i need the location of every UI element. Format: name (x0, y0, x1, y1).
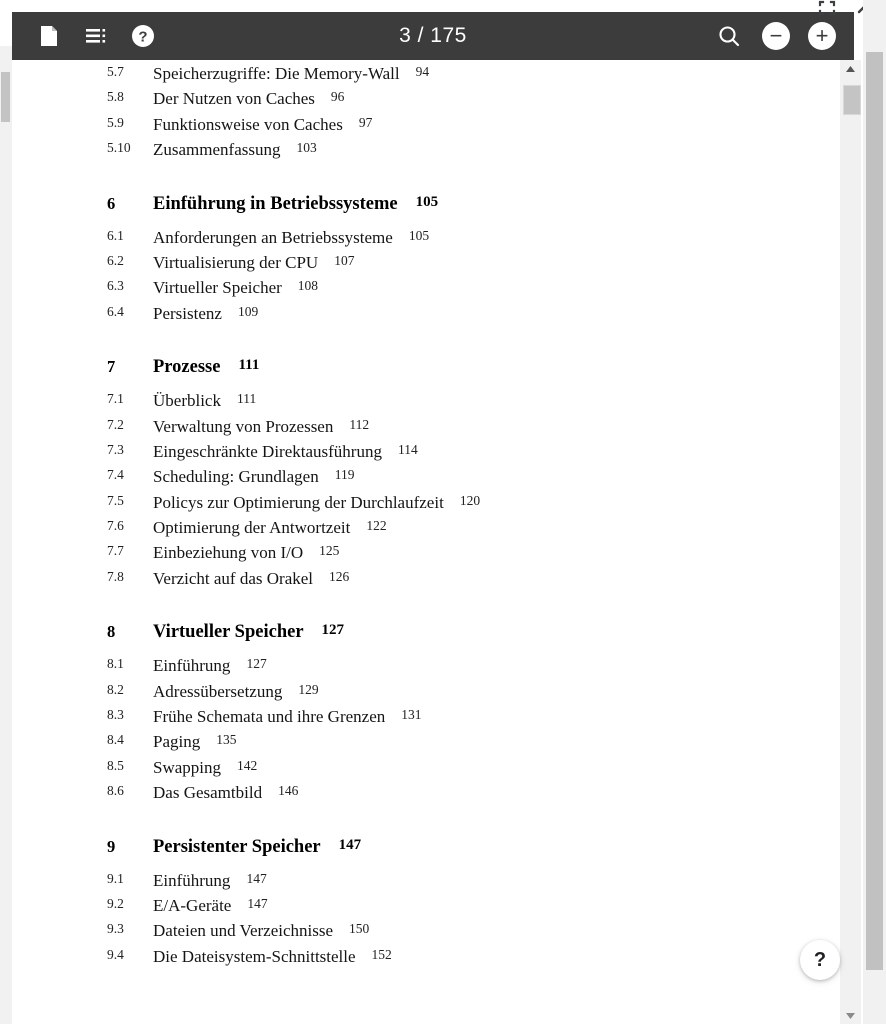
toc-section-entry[interactable] (107, 140, 840, 165)
toc-section-title: Paging (153, 732, 201, 752)
toc-chapter-entry[interactable] (107, 194, 840, 228)
toc-section-title: Frühe Schemata und ihre Grenzen (153, 707, 386, 727)
toc-section-number: 6.4 (107, 303, 124, 319)
toc-section-title: Das Gesamtbild (153, 783, 263, 803)
toc-section-title: Überblick (153, 391, 221, 411)
outline-icon[interactable] (81, 21, 111, 51)
toc-chapter-title: Persistenter Speicher (153, 836, 321, 857)
toc-section-entry[interactable] (107, 278, 840, 303)
toc-section-number: 9.1 (107, 870, 124, 886)
toc-section-number: 7.6 (107, 518, 124, 534)
toc-section-number: 5.10 (107, 140, 131, 156)
toc-section-title: Policys zur Optimierung der Durchlaufzeit (153, 492, 444, 512)
toc-section-title: Dateien und Verzeichnisse (153, 921, 334, 941)
toc-section-entry[interactable] (107, 707, 840, 732)
toc-block-gap (107, 594, 840, 622)
toc-section-number: 8.3 (107, 707, 124, 723)
toc-section-page: 131 (401, 707, 422, 723)
scroll-down-arrow-icon[interactable] (840, 1007, 861, 1024)
toc-section-number: 9.4 (107, 946, 124, 962)
toc-chapter-page: 111 (238, 357, 260, 374)
toc-section-entry[interactable] (107, 442, 840, 467)
toc-block-gap (107, 329, 840, 357)
toc-section-page: 111 (236, 391, 257, 407)
toc-section-page: 109 (237, 303, 259, 319)
toc-chapter-block (107, 622, 840, 808)
toc-section-title: Verzicht auf das Orakel (153, 568, 314, 588)
toc-section-page: 147 (246, 870, 267, 886)
toc-section-number: 7.3 (107, 441, 124, 457)
toolbar-left-group (12, 21, 158, 51)
toc-section-title: E/A-Geräte (153, 895, 232, 915)
toc-section-title: Zusammenfassung (153, 140, 281, 160)
toc-section-entry[interactable] (107, 228, 840, 253)
toc-chapter-entry[interactable] (107, 357, 840, 391)
toc-section-page: 147 (247, 895, 268, 911)
toc-chapter-page: 105 (415, 193, 439, 210)
toc-section-number: 5.7 (107, 64, 124, 79)
toc-chapter-title: Einführung in Betriebssysteme (153, 193, 398, 214)
left-gutter-scrollbar-thumb[interactable] (1, 72, 10, 122)
toc-section-entry[interactable] (107, 391, 840, 416)
zoom-out-button[interactable]: − (762, 22, 790, 50)
toc-section-entry[interactable] (107, 493, 840, 518)
toc-chapter-entry[interactable] (107, 622, 840, 656)
toc-section-page: 152 (371, 946, 392, 962)
toc-section-page: 146 (278, 783, 299, 799)
toc-chapter-title: Prozesse (153, 357, 221, 378)
viewer-scrollbar-thumb[interactable] (843, 85, 861, 115)
toc-block-gap (107, 166, 840, 194)
toc-section-number: 7.7 (107, 543, 124, 559)
toc-section-number: 7.4 (107, 467, 124, 483)
toc-section-title: Funktionsweise von Caches (153, 114, 343, 134)
toc-section-number: 7.1 (107, 391, 124, 407)
toc-section-title: Persistenz (153, 303, 222, 323)
toc-section-page: 122 (366, 518, 387, 534)
toc-section-entry[interactable] (107, 921, 840, 946)
toc-section-title: Anforderungen an Betriebssysteme (153, 227, 393, 247)
toc-section-entry[interactable] (107, 732, 840, 757)
pdf-viewer-toolbar (12, 12, 854, 60)
toc-section-entry[interactable] (107, 783, 840, 808)
toc-section-page: 125 (319, 543, 340, 559)
toc-section-number: 7.2 (107, 416, 124, 432)
toc-section-entry[interactable] (107, 947, 840, 972)
toc-section-title: Adressübersetzung (153, 681, 283, 701)
toc-section-entry[interactable] (107, 682, 840, 707)
toc-section-entry[interactable] (107, 417, 840, 442)
toc-section-number: 9.3 (107, 921, 124, 937)
search-icon[interactable] (714, 21, 744, 51)
toc-section-entry[interactable] (107, 89, 840, 114)
toc-section-page: 142 (237, 757, 258, 773)
toc-section-number: 6.2 (107, 252, 124, 268)
toc-section-page: 103 (296, 140, 317, 156)
toc-section-page: 129 (298, 681, 319, 697)
help-icon[interactable] (128, 21, 158, 51)
toc-section-page: 114 (397, 441, 418, 457)
toc-section-page: 126 (329, 568, 350, 584)
toc-chapter-number: 9 (107, 836, 116, 856)
pdf-page (12, 60, 840, 972)
toc-section-title: Verwaltung von Prozessen (153, 416, 334, 436)
toc-section-number: 5.8 (107, 89, 124, 105)
toc-section-entry[interactable] (107, 253, 840, 278)
toc-chapter-number: 8 (107, 622, 116, 642)
toc-section-page: 112 (349, 416, 370, 432)
toc-section-page: 97 (358, 114, 373, 130)
toc-section-title: Swapping (153, 757, 221, 777)
toc-section-title: Speicherzugriffe: Die Memory-Wall (153, 64, 400, 83)
zoom-in-button[interactable]: + (808, 22, 836, 50)
toc-section-title: Der Nutzen von Caches (153, 89, 315, 109)
toc-section-number: 6.1 (107, 227, 124, 243)
toc-section-number: 6.3 (107, 278, 124, 294)
toc-section-title: Optimierung der Antwortzeit (153, 518, 351, 538)
browser-scrollbar[interactable] (863, 0, 886, 1024)
help-fab-button[interactable]: ? (800, 940, 840, 980)
toc-section-page: 107 (334, 252, 355, 268)
toc-section-entry[interactable] (107, 569, 840, 594)
toc-section-number: 9.2 (107, 895, 124, 911)
toc-section-title: Einbeziehung von I/O (153, 543, 304, 563)
toc-section-entry[interactable] (107, 467, 840, 492)
toc-section-title: Einführung (153, 656, 231, 676)
toc-section-page: 94 (415, 64, 430, 79)
left-gutter-scrollbar[interactable] (0, 0, 12, 1024)
toc-section-page: 96 (330, 89, 345, 105)
scroll-up-arrow-icon[interactable] (840, 60, 861, 77)
toc-section-title: Die Dateisystem-Schnittstelle (153, 946, 356, 966)
svg-text:?: ? (138, 28, 148, 46)
toc-chapter-block (107, 64, 840, 166)
toc-section-number: 8.6 (107, 783, 124, 799)
toc-section-number: 5.9 (107, 114, 124, 130)
page-thumbnail-icon[interactable] (34, 21, 64, 51)
toc-section-number: 8.4 (107, 732, 124, 748)
toc-chapter-block (107, 357, 840, 594)
toc-section-entry[interactable] (107, 115, 840, 140)
toc-chapter-number: 7 (107, 357, 116, 377)
top-white-strip (0, 0, 886, 12)
toc-section-page: 120 (459, 492, 481, 508)
toc-section-entry[interactable] (107, 896, 840, 921)
toc-section-entry[interactable] (107, 871, 840, 896)
toc-section-page: 127 (246, 656, 267, 672)
toc-section-page: 135 (216, 732, 237, 748)
toc-section-number: 8.5 (107, 757, 124, 773)
browser-scrollbar-thumb[interactable] (866, 52, 883, 970)
toc-chapter-entry[interactable] (107, 837, 840, 871)
toc-section-number: 8.1 (107, 656, 124, 672)
toc-section-title: Scheduling: Grundlagen (153, 467, 319, 487)
toc-section-page: 150 (349, 921, 370, 937)
toc-section-title: Virtualisierung der CPU (153, 252, 319, 272)
toc-section-entry[interactable] (107, 518, 840, 543)
fullscreen-icon[interactable] (814, 0, 840, 20)
toc-chapter-block (107, 194, 840, 330)
toc-section-entry[interactable] (107, 656, 840, 681)
viewer-scrollbar[interactable] (840, 60, 861, 1024)
toc-chapter-block (107, 837, 840, 973)
toc-chapter-title: Virtueller Speicher (153, 622, 304, 643)
toc-section-entry[interactable] (107, 64, 840, 89)
toc-chapter-number: 6 (107, 193, 116, 213)
toc-section-entry[interactable] (107, 543, 840, 568)
toc-chapter-page: 147 (338, 836, 362, 853)
toc-chapter-page: 127 (321, 622, 345, 639)
toc-section-number: 7.5 (107, 492, 124, 508)
page-indicator: 3 / 175 (399, 24, 467, 47)
toc-section-title: Eingeschränkte Direktausführung (153, 441, 382, 461)
toc-section-title: Virtueller Speicher (153, 278, 282, 298)
toc-section-title: Einführung (153, 870, 231, 890)
toc-section-page: 108 (297, 278, 319, 294)
toc-section-entry[interactable] (107, 304, 840, 329)
toc-section-page: 119 (334, 467, 355, 483)
toc-section-page: 105 (408, 227, 430, 243)
toc-section-number: 8.2 (107, 681, 124, 697)
toc-section-entry[interactable] (107, 758, 840, 783)
toc-section-number: 7.8 (107, 568, 124, 584)
toc-block-gap (107, 809, 840, 837)
pdf-page-viewport[interactable] (12, 60, 840, 1024)
